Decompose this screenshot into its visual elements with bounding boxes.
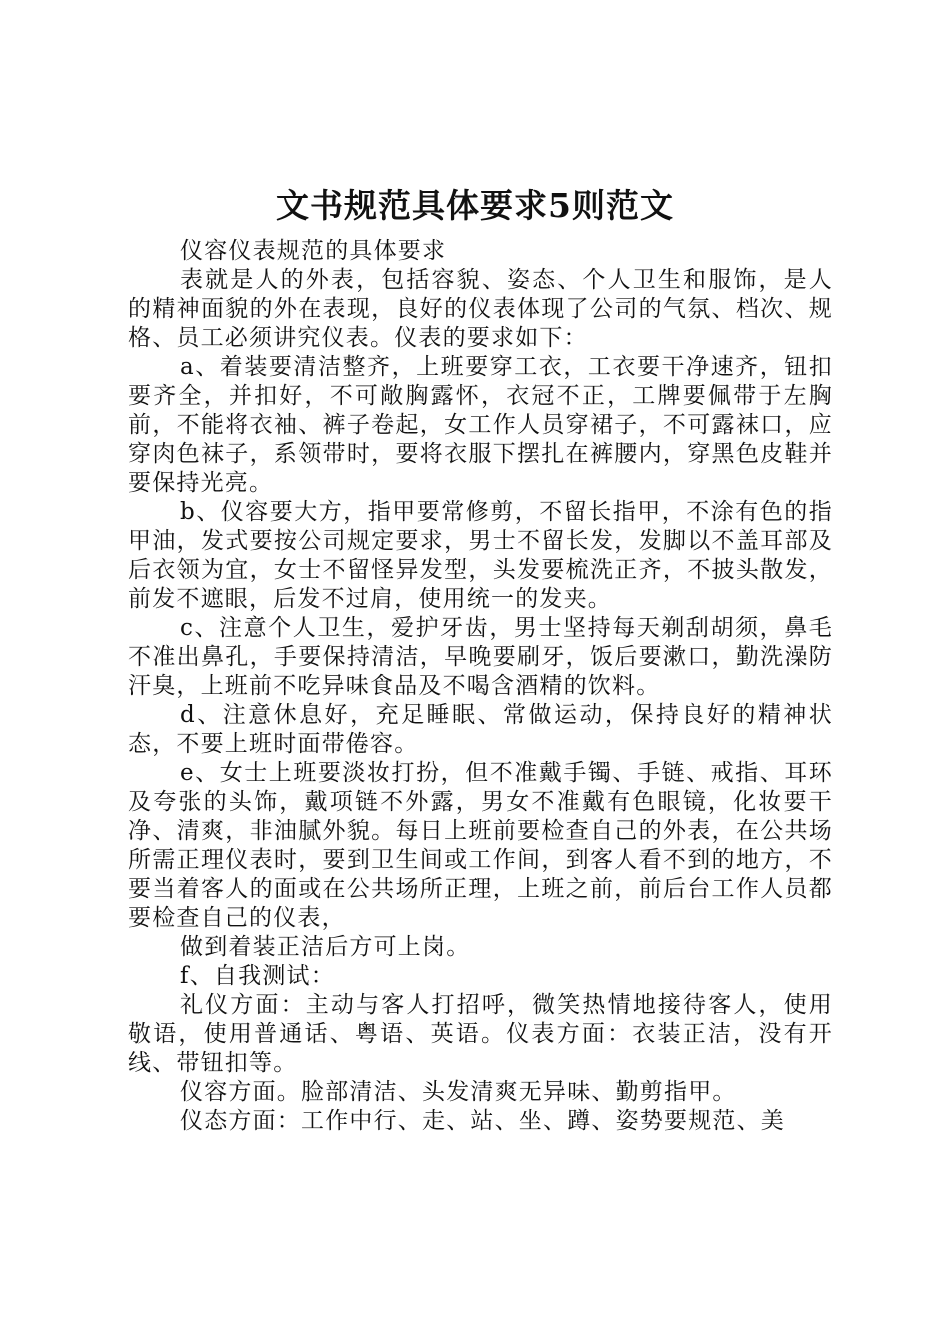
body-paragraph: 表就是人的外表，包括容貌、姿态、个人卫生和服饰，是人的精神面貌的外在表现，良好的仪表体现了公司的气氛、档次、规格、员工必须讲究仪表。仪表的要求如下： [128, 267, 833, 351]
body-paragraph: c、注意个人卫生，爱护牙齿，男士坚持每天剃刮胡须，鼻毛不准出鼻孔，手要保持清洁，早晚要刷牙，饭后要漱口，勤洗澡防汗臭，上班前不吃异味食品及不喝含酒精的饮料。 [128, 615, 833, 699]
body-paragraph: b、仪容要大方，指甲要常修剪，不留长指甲，不涂有色的指甲油，发式要按公司规定要求，男士不留长发，发脚以不盖耳部及后衣领为宜，女士不留怪异发型，头发要梳洗正齐，不披头散发，前发不遮眼，后发不过肩，使用统一的发夹。 [128, 499, 833, 612]
body-paragraph: 仪态方面：工作中行、走、站、坐、蹲、姿势要规范、美 [180, 1108, 785, 1134]
body-paragraph: 仪容方面。脸部清洁、头发清爽无异味、勤剪指甲。 [180, 1079, 737, 1105]
document-body [128, 237, 833, 1136]
body-paragraph: d、注意休息好，充足睡眠、常做运动，保持良好的精神状态，不要上班时面带倦容。 [128, 702, 833, 757]
body-paragraph: 仪容仪表规范的具体要求 [180, 238, 447, 264]
body-paragraph: e、女士上班要淡妆打扮，但不准戴手镯、手链、戒指、耳环及夸张的头饰，戴项链不外露，男女不准戴有色眼镜，化妆要干净、清爽，非油腻外貌。每日上班前要检查自己的外表，在公共场所需正理仪表时，要到卫生间或工作间，到客人看不到的地方，不要当着客人的面或在公共场所正理，上班之前，前后台工作人员都要检查自己的仪表， [128, 760, 833, 931]
body-paragraph: a、着装要清洁整齐，上班要穿工衣，工衣要干净速齐，钮扣要齐全，并扣好，不可敞胸露怀，衣冠不正，工牌要佩带于左胸前，不能将衣袖、裤子卷起，女工作人员穿裙子，不可露袜口，应穿肉色袜子，系领带时，要将衣服下摆扎在裤腰内，穿黑色皮鞋并要保持光亮。 [128, 354, 833, 496]
body-paragraph: 礼仪方面：主动与客人打招呼，微笑热情地接待客人，使用敬语，使用普通话、粤语、英语。仪表方面：衣装正洁，没有开线、带钮扣等。 [128, 992, 833, 1076]
body-paragraph: 做到着装正洁后方可上岗。 [180, 934, 471, 960]
document-title: 文书规范具体要求5则范文 [276, 186, 674, 225]
body-paragraph: f、自我测试： [180, 963, 335, 989]
